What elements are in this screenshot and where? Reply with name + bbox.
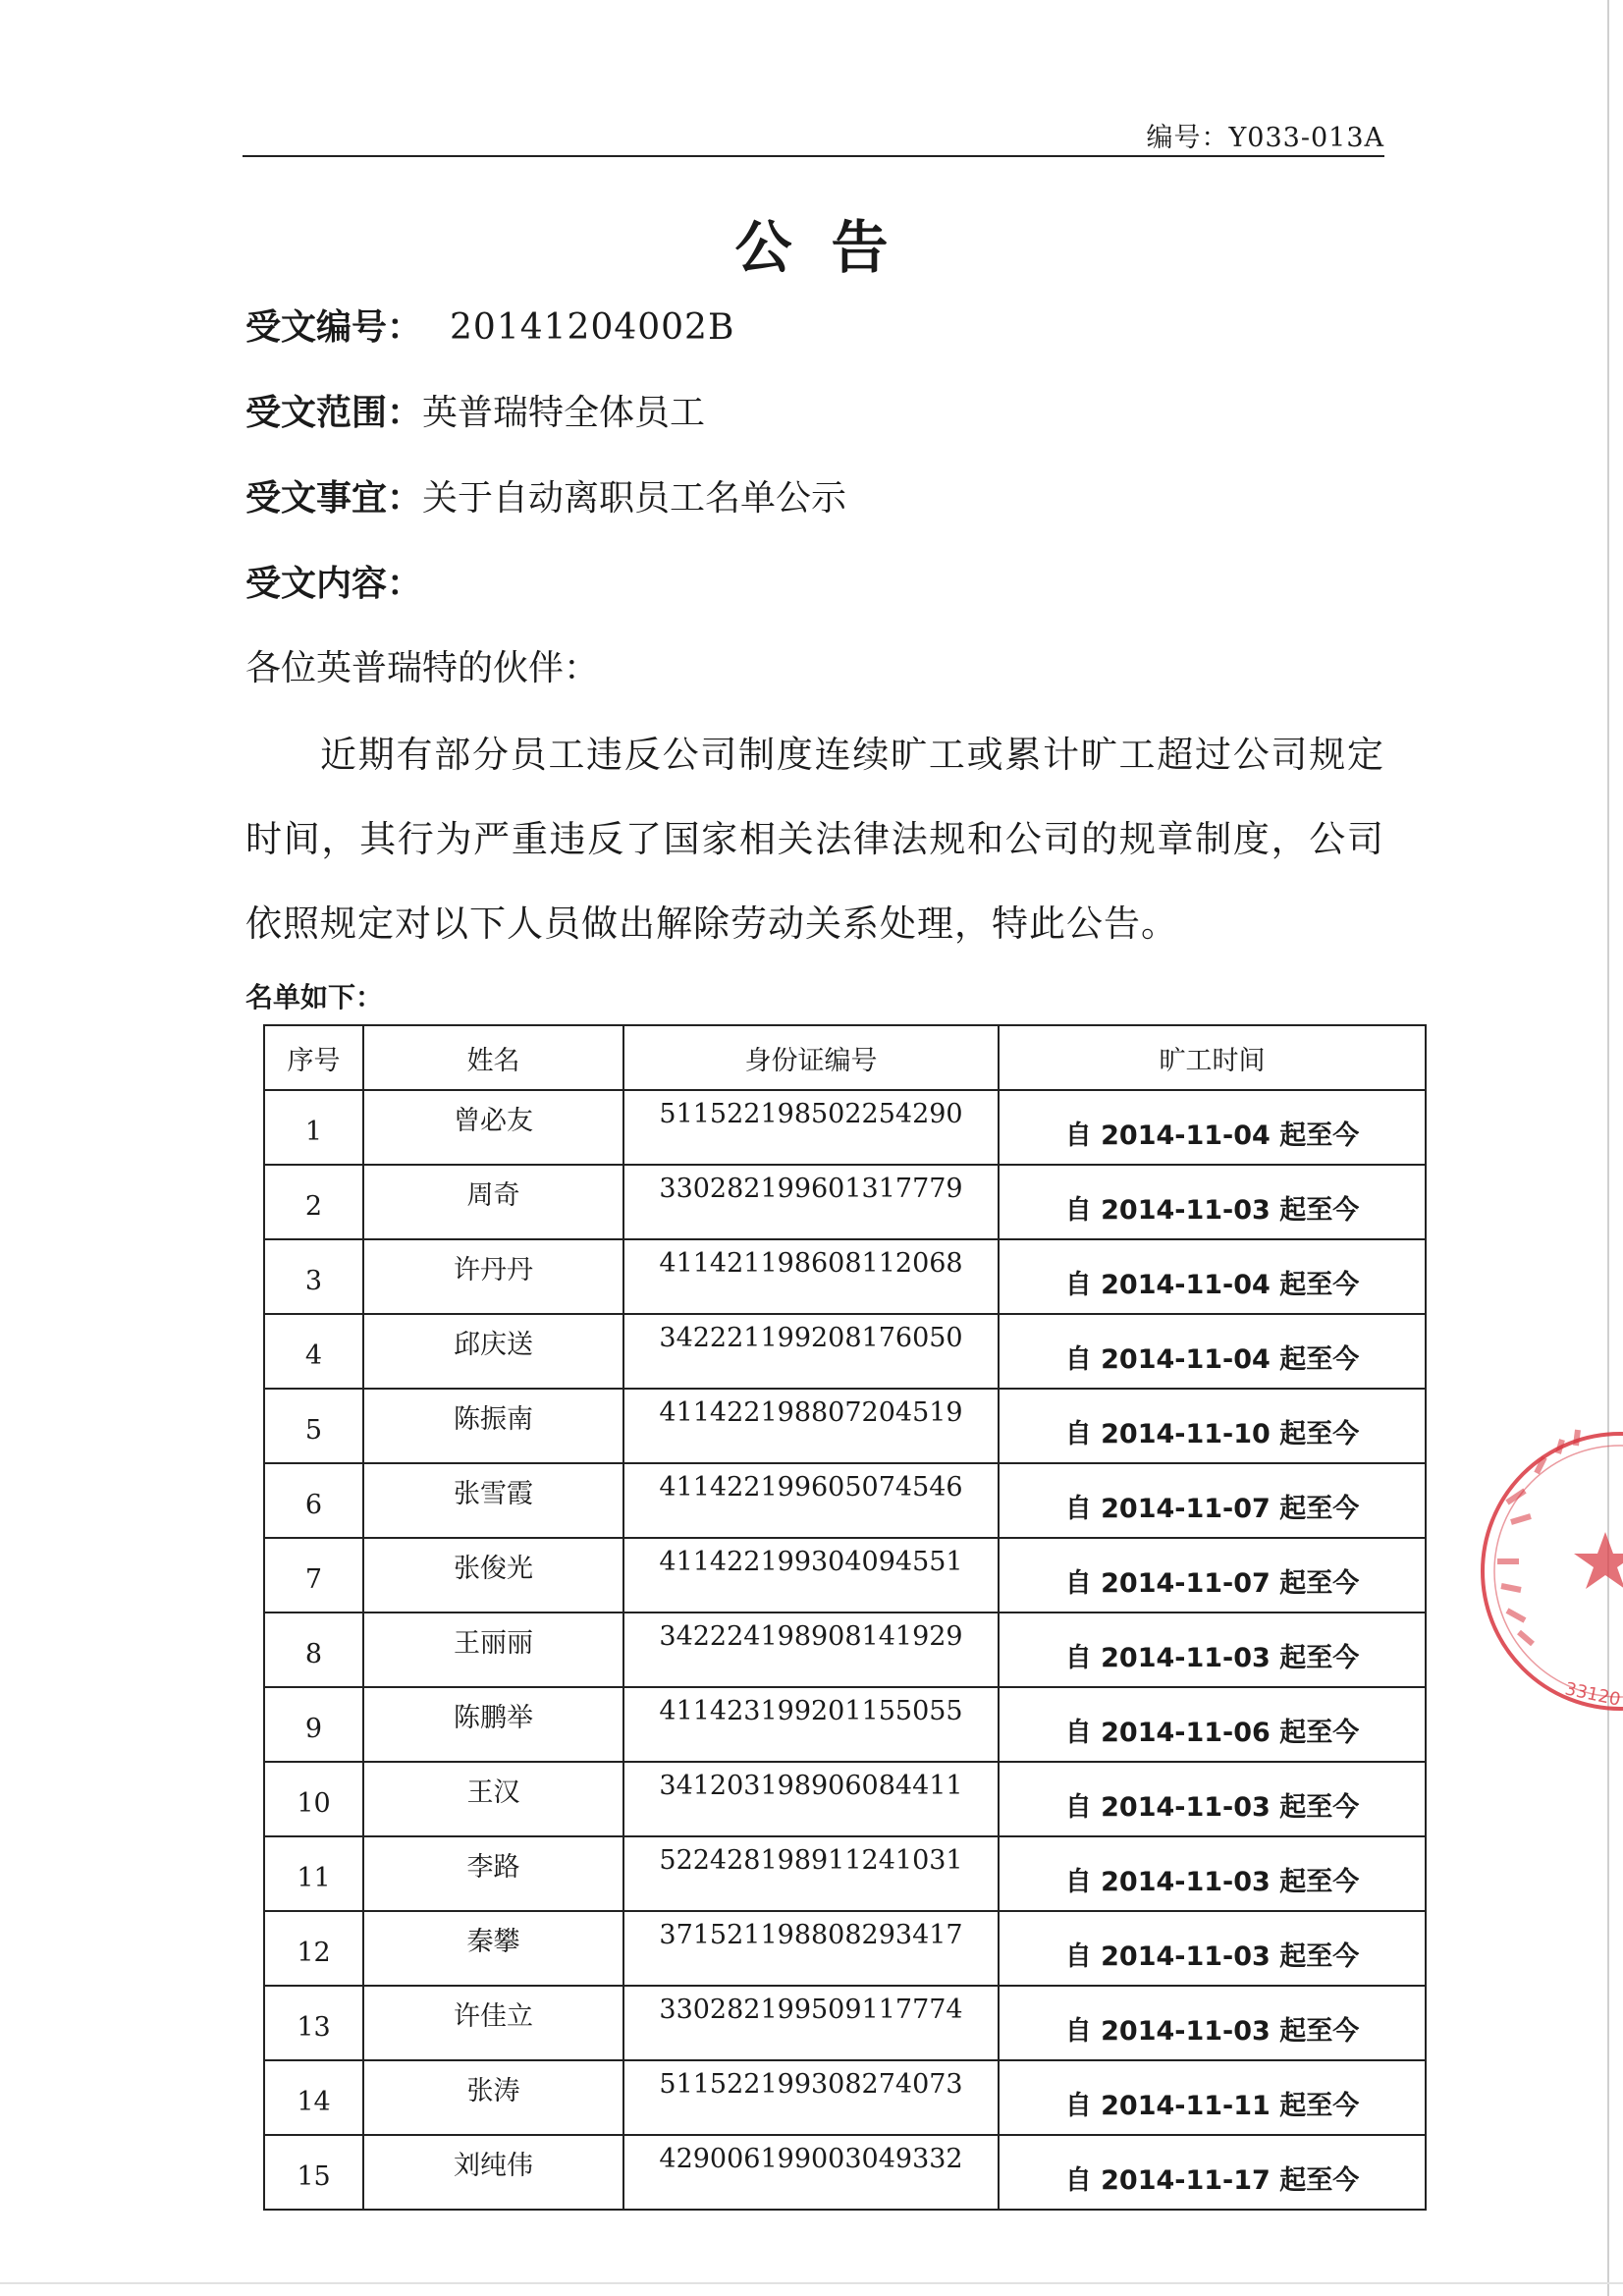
cell-id: 371521198808293417: [623, 1911, 999, 1986]
cell-name: 张涛: [363, 2060, 623, 2135]
cell-seq: 9: [264, 1687, 363, 1762]
table-row: [264, 1836, 1426, 1911]
cell-date: 自 2014-11-07 起至今: [999, 1538, 1426, 1613]
cell-id: 341203198906084411: [623, 1762, 999, 1836]
cell-date: 自 2014-11-04 起至今: [999, 1090, 1426, 1165]
cell-name: 周奇: [363, 1165, 623, 1239]
table-row: [264, 1986, 1426, 2060]
cell-name: 秦攀: [363, 1911, 623, 1986]
table-row: [264, 2060, 1426, 2135]
cell-seq: 12: [264, 1911, 363, 1986]
cell-name: 王汉: [363, 1762, 623, 1836]
cell-seq: 11: [264, 1836, 363, 1911]
cell-id: 411422198807204519: [623, 1389, 999, 1463]
cell-seq: 2: [264, 1165, 363, 1239]
meta-value-number: 20141204002B: [450, 307, 735, 348]
seal-strokes: [1497, 1430, 1578, 1644]
list-heading: 名单如下：: [245, 981, 384, 1013]
meta-label-number: 受文编号：: [245, 306, 423, 348]
cell-seq: 15: [264, 2135, 363, 2210]
cell-id: 511522198502254290: [623, 1090, 999, 1165]
cell-seq: 14: [264, 2060, 363, 2135]
meta-label-content: 受文内容：: [245, 563, 423, 604]
body-paragraph: 近期有部分员工违反公司制度连续旷工或累计旷工超过公司规定时间，其行为严重违反了国家相关法律法规和公司的规章制度，公司依照规定对以下人员做出解除劳动关系处理，特此公告。: [245, 734, 1384, 945]
cell-date: 自 2014-11-03 起至今: [999, 1911, 1426, 1986]
cell-name: 邱庆送: [363, 1314, 623, 1389]
page-title: 公告: [734, 214, 928, 281]
cell-seq: 10: [264, 1762, 363, 1836]
cell-name: 王丽丽: [363, 1613, 623, 1687]
cell-date: 自 2014-11-07 起至今: [999, 1463, 1426, 1538]
company-seal: [1468, 1414, 1623, 1748]
cell-date: 自 2014-11-03 起至今: [999, 1762, 1426, 1836]
cell-name: 曾必友: [363, 1090, 623, 1165]
cell-seq: 7: [264, 1538, 363, 1613]
cell-seq: 13: [264, 1986, 363, 2060]
meta-value-subject: 关于自动离职员工名单公示: [422, 478, 847, 519]
cell-name: 李路: [363, 1836, 623, 1911]
page-edge: [1607, 0, 1609, 2296]
seal-graphic: [1468, 1414, 1623, 1748]
header-rule: [243, 155, 1384, 157]
cell-id: 411422199304094551: [623, 1538, 999, 1613]
cell-name: 陈鹏举: [363, 1687, 623, 1762]
document-number: 编号：Y033-013A: [1146, 123, 1384, 153]
meta-row-content: [245, 556, 422, 606]
cell-id: 411423199201155055: [623, 1687, 999, 1762]
cell-date: 自 2014-11-03 起至今: [999, 1986, 1426, 2060]
cell-id: 330282199509117774: [623, 1986, 999, 2060]
cell-id: 330282199601317779: [623, 1165, 999, 1239]
meta-label-scope: 受文范围：: [245, 392, 423, 433]
cell-id: 342221199208176050: [623, 1314, 999, 1389]
table-row: [264, 1911, 1426, 1986]
roster-table: [263, 1024, 1427, 2211]
cell-date: 自 2014-11-11 起至今: [999, 2060, 1426, 2135]
cell-date: 自 2014-11-03 起至今: [999, 1836, 1426, 1911]
greeting: 各位英普瑞特的伙伴：: [245, 648, 600, 688]
table-row: [264, 1389, 1426, 1463]
cell-date: 自 2014-11-04 起至今: [999, 1314, 1426, 1389]
table-body: [264, 1090, 1426, 2210]
cell-seq: 1: [264, 1090, 363, 1165]
table-row: [264, 1165, 1426, 1239]
table-row: [264, 1239, 1426, 1314]
header-seq: 序号: [264, 1025, 363, 1090]
cell-date: 自 2014-11-17 起至今: [999, 2135, 1426, 2210]
header-id: 身份证编号: [623, 1025, 999, 1090]
table-row: [264, 1538, 1426, 1613]
cell-name: 许佳立: [363, 1986, 623, 2060]
table-row: [264, 1314, 1426, 1389]
table-row: [264, 2135, 1426, 2210]
cell-date: 自 2014-11-04 起至今: [999, 1239, 1426, 1314]
cell-seq: 8: [264, 1613, 363, 1687]
cell-name: 张雪霞: [363, 1463, 623, 1538]
cell-seq: 4: [264, 1314, 363, 1389]
table-row: [264, 1687, 1426, 1762]
cell-name: 许丹丹: [363, 1239, 623, 1314]
cell-seq: 6: [264, 1463, 363, 1538]
cell-seq: 5: [264, 1389, 363, 1463]
seal-star: [1574, 1532, 1623, 1589]
meta-label-subject: 受文事宜：: [245, 477, 423, 519]
cell-name: 陈振南: [363, 1389, 623, 1463]
header-name: 姓名: [363, 1025, 623, 1090]
page-bottom-edge: [0, 2282, 1623, 2284]
cell-name: 张俊光: [363, 1538, 623, 1613]
seal-text: 33120: [1562, 1678, 1623, 1711]
table-row: [264, 1090, 1426, 1165]
cell-id: 342224198908141929: [623, 1613, 999, 1687]
cell-id: 411422199605074546: [623, 1463, 999, 1538]
cell-id: 522428198911241031: [623, 1836, 999, 1911]
cell-date: 自 2014-11-06 起至今: [999, 1687, 1426, 1762]
cell-id: 429006199003049332: [623, 2135, 999, 2210]
cell-id: 511522199308274073: [623, 2060, 999, 2135]
table-row: [264, 1463, 1426, 1538]
cell-name: 刘纯伟: [363, 2135, 623, 2210]
table-row: [264, 1762, 1426, 1836]
cell-id: 411421198608112068: [623, 1239, 999, 1314]
header-date: 旷工时间: [999, 1025, 1426, 1090]
cell-seq: 3: [264, 1239, 363, 1314]
table-header-row: [264, 1025, 1426, 1090]
cell-date: 自 2014-11-10 起至今: [999, 1389, 1426, 1463]
meta-row-scope: [245, 385, 705, 435]
meta-value-scope: 英普瑞特全体员工: [422, 393, 706, 433]
seal-ring: [1483, 1434, 1623, 1709]
table-row: [264, 1613, 1426, 1687]
cell-date: 自 2014-11-03 起至今: [999, 1613, 1426, 1687]
meta-row-number: [245, 300, 734, 350]
meta-row-subject: [245, 470, 846, 520]
seal-inner-ring: [1494, 1446, 1623, 1697]
cell-date: 自 2014-11-03 起至今: [999, 1165, 1426, 1239]
